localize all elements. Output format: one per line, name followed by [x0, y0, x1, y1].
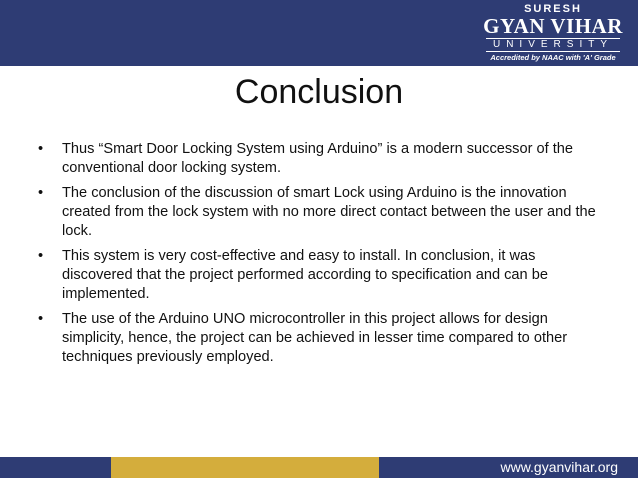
bullet-list [38, 140, 608, 373]
slide-title: Conclusion [234, 73, 404, 111]
header-bar [0, 0, 638, 66]
bullet-text: Thus “Smart Door Locking System using Arduino” is a modern successor of the conventional door locking system. [62, 141, 574, 176]
bullet-icon: • [38, 248, 44, 264]
footer-bar-left [0, 457, 111, 478]
university-logo [478, 2, 628, 64]
bullet-text: The conclusion of the discussion of smart Lock using Arduino is the innovation created from the lock system with no more direct contact between the user and the lock. [62, 185, 596, 239]
footer-url: www.gyanvihar.org [500, 459, 618, 475]
logo-line-university: UNIVERSITY [486, 38, 620, 52]
bullet-icon: • [38, 311, 44, 327]
bullet-item [38, 140, 608, 178]
bullet-text: This system is very cost-effective and easy to install. In conclusion, it was discovered that the project performed according to specification and can be implemented. [62, 248, 548, 302]
footer-bar-gold [111, 457, 379, 478]
logo-accreditation: Accredited by NAAC with 'A' Grade [490, 53, 616, 62]
bullet-item [38, 184, 608, 241]
bullet-item [38, 247, 608, 304]
bullet-icon: • [38, 185, 44, 201]
bullet-text: The use of the Arduino UNO microcontroller in this project allows for design simplicity, hence, the project can be achieved in lesser time compared to other techniques previously employed. [62, 311, 568, 365]
logo-line-suresh: SURESH [524, 3, 582, 15]
bullet-icon: • [38, 141, 44, 157]
logo-line-gyan-vihar: GYAN VIHAR [483, 14, 623, 38]
footer-bar-right [379, 457, 638, 478]
bullet-item [38, 310, 608, 367]
